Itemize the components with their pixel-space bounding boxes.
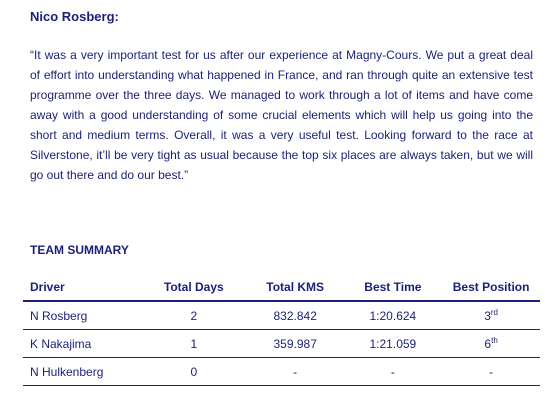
cell-best-time: - xyxy=(344,358,443,386)
cell-driver: N Hulkenberg xyxy=(23,358,141,386)
header-best-position: Best Position xyxy=(442,273,540,301)
cell-best-position xyxy=(442,330,540,358)
quote-text: “It was a very important test for us after our experience at Magny-Cours. We put a great deal of effort into understanding what happened in France, and ran through quite an extensive test programme over the three days. We managed to work through a lot of items and have come away with a good understanding of some crucial elements which will help us going into the short and medium terms. Overall, it was a very useful test. Looking forward to the race at Silverstone, it’ll be very tight as usual because the top six places are always taken, but we will go out there and do our best.” xyxy=(30,48,533,182)
cell-total-kms: 832.842 xyxy=(247,301,344,330)
cell-best-time: 1:20.624 xyxy=(344,301,443,330)
cell-best-position xyxy=(442,301,540,330)
quote-author: Nico Rosberg: xyxy=(30,9,119,24)
table-row xyxy=(23,330,540,358)
cell-driver: K Nakajima xyxy=(23,330,141,358)
cell-total-days: 1 xyxy=(141,330,247,358)
position-number: - xyxy=(489,364,494,379)
table-row xyxy=(23,358,540,386)
header-total-kms: Total KMS xyxy=(247,273,344,301)
position-suffix: rd xyxy=(490,307,499,317)
position-number: 6 xyxy=(484,336,492,351)
cell-best-position xyxy=(442,358,540,386)
header-driver: Driver xyxy=(23,273,141,301)
header-best-time: Best Time xyxy=(344,273,443,301)
cell-total-kms: - xyxy=(247,358,344,386)
cell-best-time: 1:21.059 xyxy=(344,330,443,358)
cell-total-days: 0 xyxy=(141,358,247,386)
team-summary-title: TEAM SUMMARY xyxy=(30,243,129,257)
cell-driver: N Rosberg xyxy=(23,301,141,330)
table-row xyxy=(23,301,540,330)
cell-total-days: 2 xyxy=(141,301,247,330)
header-total-days: Total Days xyxy=(141,273,247,301)
team-summary-table xyxy=(23,273,540,386)
position-number: 3 xyxy=(484,308,491,323)
position-suffix: th xyxy=(491,335,498,345)
cell-total-kms: 359.987 xyxy=(247,330,344,358)
table-header-row xyxy=(23,273,540,301)
